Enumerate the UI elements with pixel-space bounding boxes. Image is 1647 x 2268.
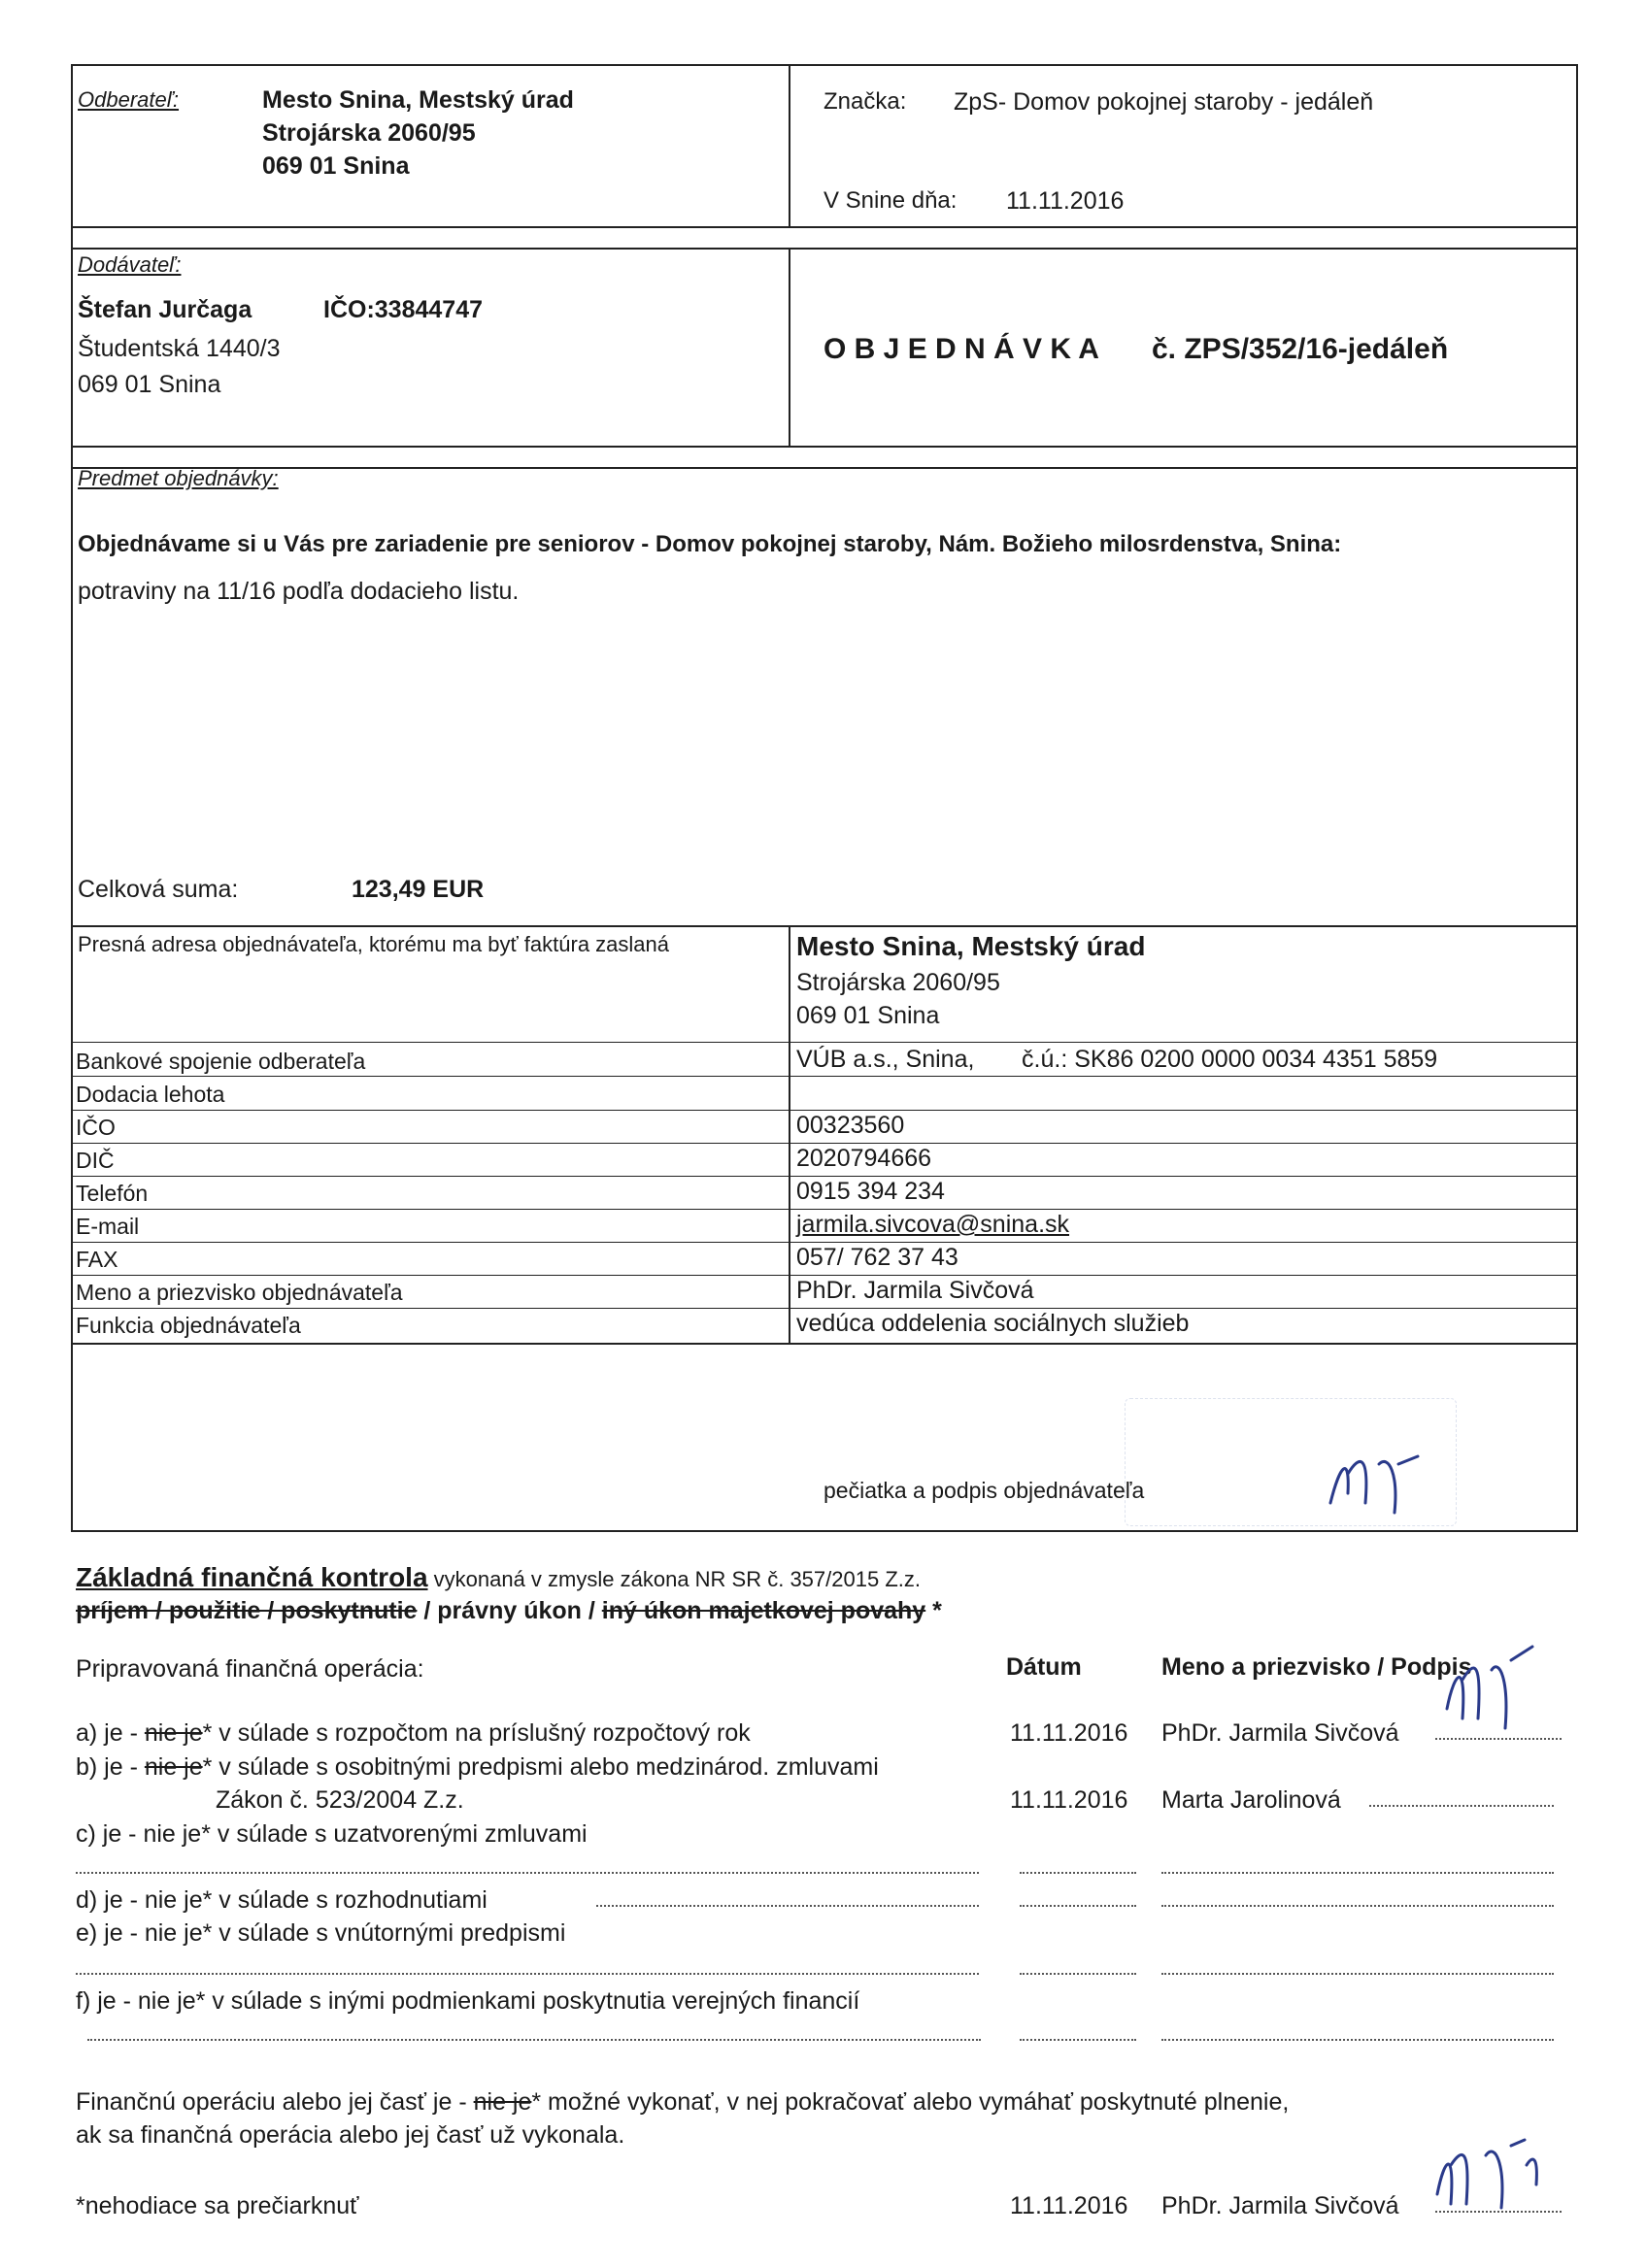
final-statement-2: ak sa finančná operácia alebo jej časť už vykonala. — [76, 2121, 625, 2149]
detail-value-email[interactable]: jarmila.sivcova@snina.sk — [796, 1211, 1070, 1238]
customer-name: Mesto Snina, Mestský úrad — [262, 86, 574, 114]
control-type-line — [76, 1596, 942, 1625]
item-d-name-line — [1161, 1905, 1554, 1907]
billing-city: 069 01 Snina — [796, 1002, 940, 1029]
detail-value-fax: 057/ 762 37 43 — [796, 1244, 958, 1271]
item-b — [76, 1752, 879, 1782]
final-name: PhDr. Jarmila Sivčová — [1161, 2192, 1399, 2219]
detail-value-orderer-name: PhDr. Jarmila Sivčová — [796, 1277, 1034, 1304]
item-a-post: * v súlade s rozpočtom na príslušný rozpočtový rok — [202, 1719, 751, 1747]
item-b-strike: nie je — [144, 1753, 203, 1781]
item-b-date: 11.11.2016 — [1010, 1786, 1128, 1814]
detail-label-fax: FAX — [76, 1247, 118, 1272]
total-value: 123,49 EUR — [352, 876, 485, 903]
control-type-end: * — [925, 1597, 942, 1624]
detail-label-orderer-name: Meno a priezvisko objednávateľa — [76, 1280, 403, 1305]
subject-label: Predmet objednávky: — [78, 466, 279, 490]
item-c-line — [76, 1872, 979, 1874]
total-label: Celková suma: — [78, 876, 239, 903]
date-header: Dátum — [1006, 1653, 1082, 1681]
item-f-date-line — [1020, 2039, 1136, 2041]
control-type-mid: / právny úkon / — [417, 1597, 602, 1624]
order-number: č. ZPS/352/16-jedáleň — [1152, 333, 1449, 365]
detail-label-ico: IČO — [76, 1115, 116, 1140]
item-f-line — [87, 2039, 981, 2041]
control-title-rest: vykonaná v zmysle zákona NR SR č. 357/2015 Z.z. — [427, 1567, 921, 1591]
final-pre: Finančnú operáciu alebo jej časť je - — [76, 2088, 474, 2116]
item-e-name-line — [1161, 1973, 1554, 1975]
control-title: Základná finančná kontrola — [76, 1562, 428, 1592]
item-f-name-line — [1161, 2039, 1554, 2041]
date-value: 11.11.2016 — [1006, 187, 1125, 215]
item-b-law: Zákon č. 523/2004 Z.z. — [216, 1786, 464, 1814]
item-a — [76, 1718, 751, 1748]
supplier-ico: IČO:33844747 — [323, 296, 484, 323]
item-a-pre: a) je - — [76, 1719, 145, 1747]
control-type-strike1: príjem / použitie / poskytnutie — [76, 1597, 418, 1624]
control-type-strike2: iný úkon majetkovej povahy — [601, 1597, 926, 1624]
detail-label-email: E-mail — [76, 1214, 140, 1239]
final-statement-1 — [76, 2087, 1289, 2117]
item-e-line — [76, 1973, 979, 1975]
item-a-name: PhDr. Jarmila Sivčová — [1161, 1719, 1399, 1747]
detail-value-phone: 0915 394 234 — [796, 1178, 945, 1205]
detail-value-ico: 00323560 — [796, 1112, 905, 1139]
detail-value-bank: VÚB a.s., Snina, č.ú.: SK86 0200 0000 0034 4351 5859 — [796, 1046, 1438, 1073]
item-b-name: Marta Jarolinová — [1161, 1786, 1341, 1814]
customer-city: 069 01 Snina — [262, 152, 410, 180]
date-label: V Snine dňa: — [824, 187, 958, 214]
signature-a-icon — [1428, 1641, 1544, 1738]
item-d-line — [596, 1905, 979, 1907]
billing-street: Strojárska 2060/95 — [796, 969, 1000, 996]
customer-street: Strojárska 2060/95 — [262, 119, 476, 147]
supplier-city: 069 01 Snina — [78, 371, 221, 398]
final-post: * možné vykonať, v nej pokračovať alebo vymáhať poskytnuté plnenie, — [531, 2088, 1290, 2116]
order-title: O B J E D N Á V K A — [824, 333, 1099, 365]
item-e: e) je - nie je* v súlade s vnútornými predpismi — [76, 1919, 566, 1947]
supplier-street: Študentská 1440/3 — [78, 335, 281, 362]
stamp-label: pečiatka a podpis objednávateľa — [824, 1478, 1145, 1503]
item-f: f) je - nie je* v súlade s inými podmienkami poskytnutia verejných financií — [76, 1987, 860, 2015]
item-c-date-line — [1020, 1872, 1136, 1874]
item-c-name-line — [1161, 1872, 1554, 1874]
item-c: c) je - nie je* v súlade s uzatvorenými zmluvami — [76, 1820, 588, 1848]
detail-label-bank: Bankové spojenie odberateľa — [76, 1049, 366, 1074]
customer-label: Odberateľ: — [78, 87, 180, 112]
control-title-line — [76, 1563, 921, 1594]
item-a-strike: nie je — [144, 1719, 203, 1747]
detail-label-delivery: Dodacia lehota — [76, 1082, 225, 1107]
detail-label-dic: DIČ — [76, 1148, 115, 1173]
item-b-sign-line — [1369, 1805, 1554, 1807]
signature-final-icon — [1418, 2126, 1554, 2214]
billing-label: Presná adresa objednávateľa, ktorému ma byť faktúra zaslaná — [78, 932, 670, 956]
ref-label: Značka: — [824, 88, 907, 115]
name-header: Meno a priezvisko / Podpis — [1161, 1653, 1472, 1681]
detail-label-function: Funkcia objednávateľa — [76, 1313, 301, 1338]
detail-label-phone: Telefón — [76, 1181, 149, 1206]
detail-value-dic: 2020794666 — [796, 1145, 932, 1172]
subject-line1: Objednávame si u Vás pre zariadenie pre seniorov - Domov pokojnej staroby, Nám. Božieho milosrdenstva, Snina: — [78, 531, 1342, 557]
item-a-date: 11.11.2016 — [1010, 1719, 1128, 1747]
supplier-name: Štefan Jurčaga — [78, 296, 252, 323]
signature-icon — [1321, 1445, 1437, 1522]
supplier-label: Dodávateľ: — [78, 252, 182, 277]
final-date: 11.11.2016 — [1010, 2192, 1128, 2219]
item-e-date-line — [1020, 1973, 1136, 1975]
ref-value: ZpS- Domov pokojnej staroby - jedáleň — [954, 88, 1374, 116]
op-label: Pripravovaná finančná operácia: — [76, 1655, 424, 1683]
item-d: d) je - nie je* v súlade s rozhodnutiami — [76, 1886, 487, 1914]
item-b-post: * v súlade s osobitnými predpismi alebo medzinárod. zmluvami — [202, 1753, 879, 1781]
final-strike: nie je — [473, 2088, 532, 2116]
detail-value-function: vedúca oddelenia sociálnych služieb — [796, 1310, 1190, 1337]
billing-name: Mesto Snina, Mestský úrad — [796, 931, 1146, 961]
item-d-date-line — [1020, 1905, 1136, 1907]
item-a-sign-line — [1435, 1738, 1562, 1740]
item-b-pre: b) je - — [76, 1753, 145, 1781]
subject-line2: potraviny na 11/16 podľa dodacieho listu. — [78, 578, 520, 605]
footnote: *nehodiace sa prečiarknuť — [76, 2192, 359, 2219]
